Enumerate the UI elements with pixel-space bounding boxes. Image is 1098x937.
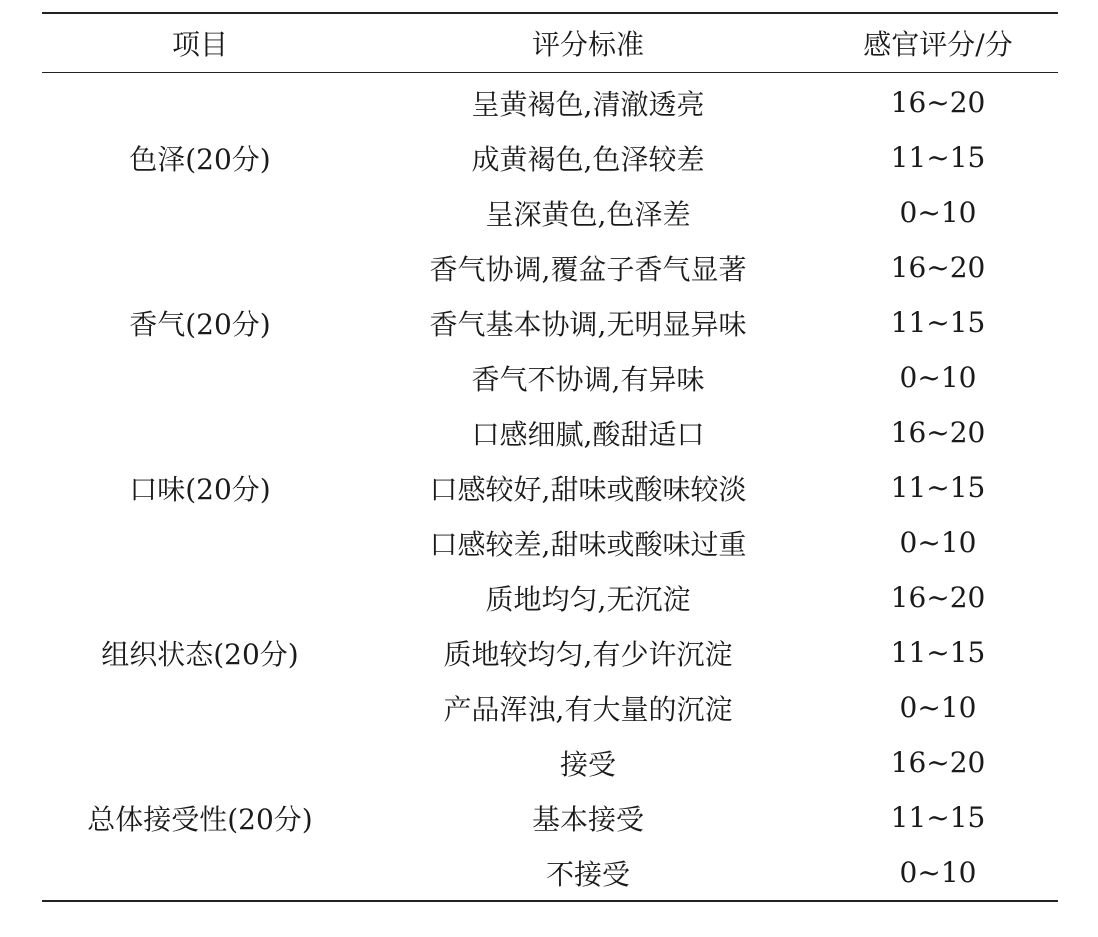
score-cell: 0~10 <box>899 196 977 229</box>
item-cell: 口味(20分) <box>129 472 271 506</box>
criterion-cell: 不接受 <box>358 845 818 901</box>
header-criterion: 评分标准 <box>358 13 818 73</box>
criterion-cell: 质地较均匀,有少许沉淀 <box>443 637 733 671</box>
criterion-cell: 口感细腻,酸甜适口 <box>471 417 705 451</box>
header-row <box>42 13 1058 73</box>
criterion-cell: 香气协调,覆盆子香气显著 <box>429 252 747 286</box>
score-cell: 16~20 <box>890 251 986 284</box>
score-cell: 11~15 <box>890 636 986 669</box>
item-cell: 香气(20分) <box>129 307 271 341</box>
sensory-evaluation-table-container <box>42 12 1058 902</box>
criterion-cell: 香气基本协调,无明显异味 <box>429 307 747 341</box>
score-cell: 16~20 <box>890 581 986 614</box>
criterion-cell: 产品浑浊,有大量的沉淀 <box>443 692 733 726</box>
table-header <box>42 13 1058 73</box>
score-cell: 11~15 <box>890 471 986 504</box>
item-cell: 组织状态(20分) <box>101 637 299 671</box>
table-row <box>42 405 1058 460</box>
header-item: 项目 <box>42 13 358 73</box>
criterion-cell: 口感较差,甜味或酸味过重 <box>429 527 747 561</box>
criterion-cell: 质地均匀,无沉淀 <box>485 582 691 616</box>
score-cell: 16~20 <box>890 746 986 779</box>
table-row <box>42 73 1058 131</box>
table-row <box>42 735 1058 790</box>
item-cell: 总体接受性(20分) <box>42 735 358 901</box>
item-cell: 色泽(20分) <box>129 142 271 176</box>
table-row <box>42 240 1058 295</box>
criterion-cell: 呈黄褐色,清澈透亮 <box>471 87 705 121</box>
score-cell: 11~15 <box>890 801 986 834</box>
score-cell: 0~10 <box>899 691 977 724</box>
score-cell: 0~10 <box>899 361 977 394</box>
criterion-cell: 基本接受 <box>531 802 644 836</box>
criterion-cell: 呈深黄色,色泽差 <box>485 197 691 231</box>
header-score: 感官评分/分 <box>818 13 1058 73</box>
score-cell: 16~20 <box>890 416 986 449</box>
criterion-cell: 成黄褐色,色泽较差 <box>471 142 705 176</box>
criterion-cell: 接受 <box>559 747 616 781</box>
score-cell: 16~20 <box>890 86 986 119</box>
sensory-evaluation-table <box>42 12 1058 902</box>
score-cell: 11~15 <box>890 141 986 174</box>
score-cell: 0~10 <box>899 526 977 559</box>
table-body <box>42 73 1058 902</box>
score-cell: 11~15 <box>890 306 986 339</box>
criterion-cell: 口感较好,甜味或酸味较淡 <box>429 472 747 506</box>
table-row <box>42 570 1058 625</box>
criterion-cell: 香气不协调,有异味 <box>471 362 705 396</box>
score-cell: 0~10 <box>818 845 1058 901</box>
